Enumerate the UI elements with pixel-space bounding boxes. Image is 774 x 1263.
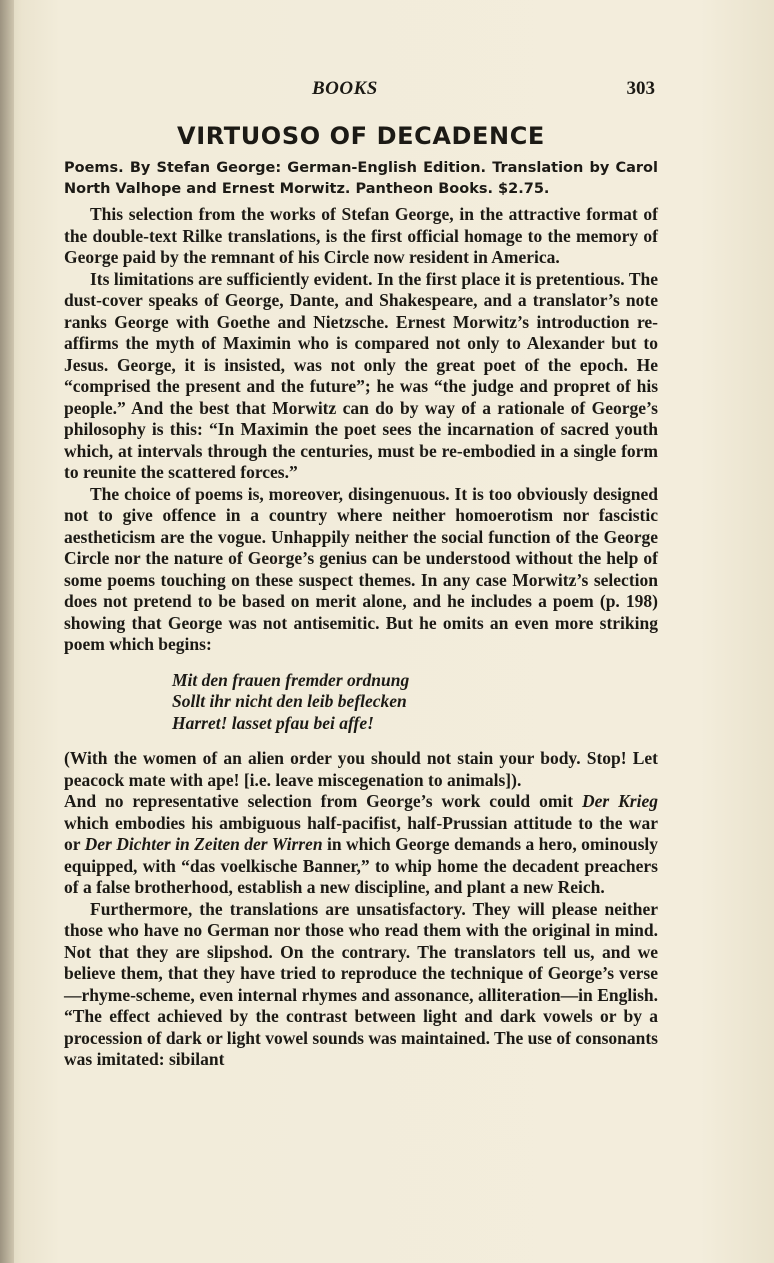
paragraph-4-text-b: which embodies his ambiguous half-pacifist, half-Prussian attitude to the war or — [64, 812, 658, 854]
work-title-der-dichter: Der Dichter in Zeiten der Wirren — [84, 834, 323, 854]
verse-line-3: Harret! lasset pfau bei affe! — [172, 712, 374, 733]
paragraph-2: Its limitations are sufficiently evident. In the first place it is pretentious. The dust-cover speaks of George, Dante, and Shakespeare, and a translator’s note ranks George with Goethe and Nietzsche. Ernest Morwitz’s introduction re-affirms the myth of Maximin who is compared not only to Alexander but to Jesus. George, it is insisted, was not only the great poet of the epoch. He “comprised the present and the future”; he was “the judge and propret of his people.” And the best that Morwitz can do by way of a rationale of George’s philosophy is this: “In Maximin the poet sees the incarnation of sacred youth which, at intervals through the centuries, must be re-embodied in a single form to reunite the scattered forces.” — [64, 268, 658, 482]
binding-gutter-shadow — [0, 0, 14, 1263]
paragraph-4 — [64, 791, 658, 899]
paragraph-1: This selection from the works of Stefan George, in the attractive format of the double-text Rilke translations, is the first official homage to the memory of George paid by the remnant of his Circle now resident in America. — [64, 204, 658, 267]
book-citation: Poems. By Stefan George: German-English Edition. Translation by Carol North Valhope and Ernest Morwitz. Pantheon Books. $2.75. — [64, 160, 658, 197]
page-number: 303 — [626, 78, 655, 99]
verse-line-1: Mit den frauen fremder ordnung — [172, 669, 410, 690]
verse-quotation — [172, 670, 658, 735]
article-body — [64, 204, 658, 1071]
paragraph-4-text-c: in which George demands a hero, ominously equipped, with “das voelkische Banner,” to whip home the decadent preachers of a false brotherhood, establish a new discipline, and plant a new Reich. — [64, 834, 658, 897]
article-title: VIRTUOSO OF DECADENCE — [177, 122, 545, 150]
paragraph-3: The choice of poems is, moreover, disingenuous. It is too obviously designed not to give offence in a country where neither homoerotism nor fascistic aestheticism are the vogue. Unhappily neither the social function of the George Circle nor the nature of George’s genius can be understood without the help of some poems touching on these suspect themes. In any case Morwitz’s selection does not pretend to be based on merit alone, and he includes a poem (p. 198) showing that George was not antisemitic. But he omits an even more striking poem which begins: — [64, 483, 658, 654]
paragraph-4-text-a: And no representative selection from George’s work could omit — [64, 791, 582, 811]
running-head: BOOKS — [312, 78, 378, 99]
verse-line-2: Sollt ihr nicht den leib beflecken — [172, 691, 407, 711]
page-header — [0, 78, 774, 106]
verse-translation: (With the women of an alien order you should not stain your body. Stop! Let peacock mate with ape! [i.e. leave miscegenation to animals]). — [64, 748, 658, 790]
paragraph-5: Furthermore, the translations are unsatisfactory. They will please neither those who have no German nor those who read them with the original in mind. Not that they are slipshod. On the contrary. The translators tell us, and we believe them, that they have tried to reproduce the technique of George’s verse—rhyme-scheme, even internal rhymes and assonance, alliteration—in English. “The effect achieved by the contrast between light and dark vowels or by a procession of dark or light vowel sounds was maintained. The use of consonants was imitated: sibilant — [64, 898, 658, 1069]
work-title-der-krieg: Der Krieg — [582, 791, 658, 811]
